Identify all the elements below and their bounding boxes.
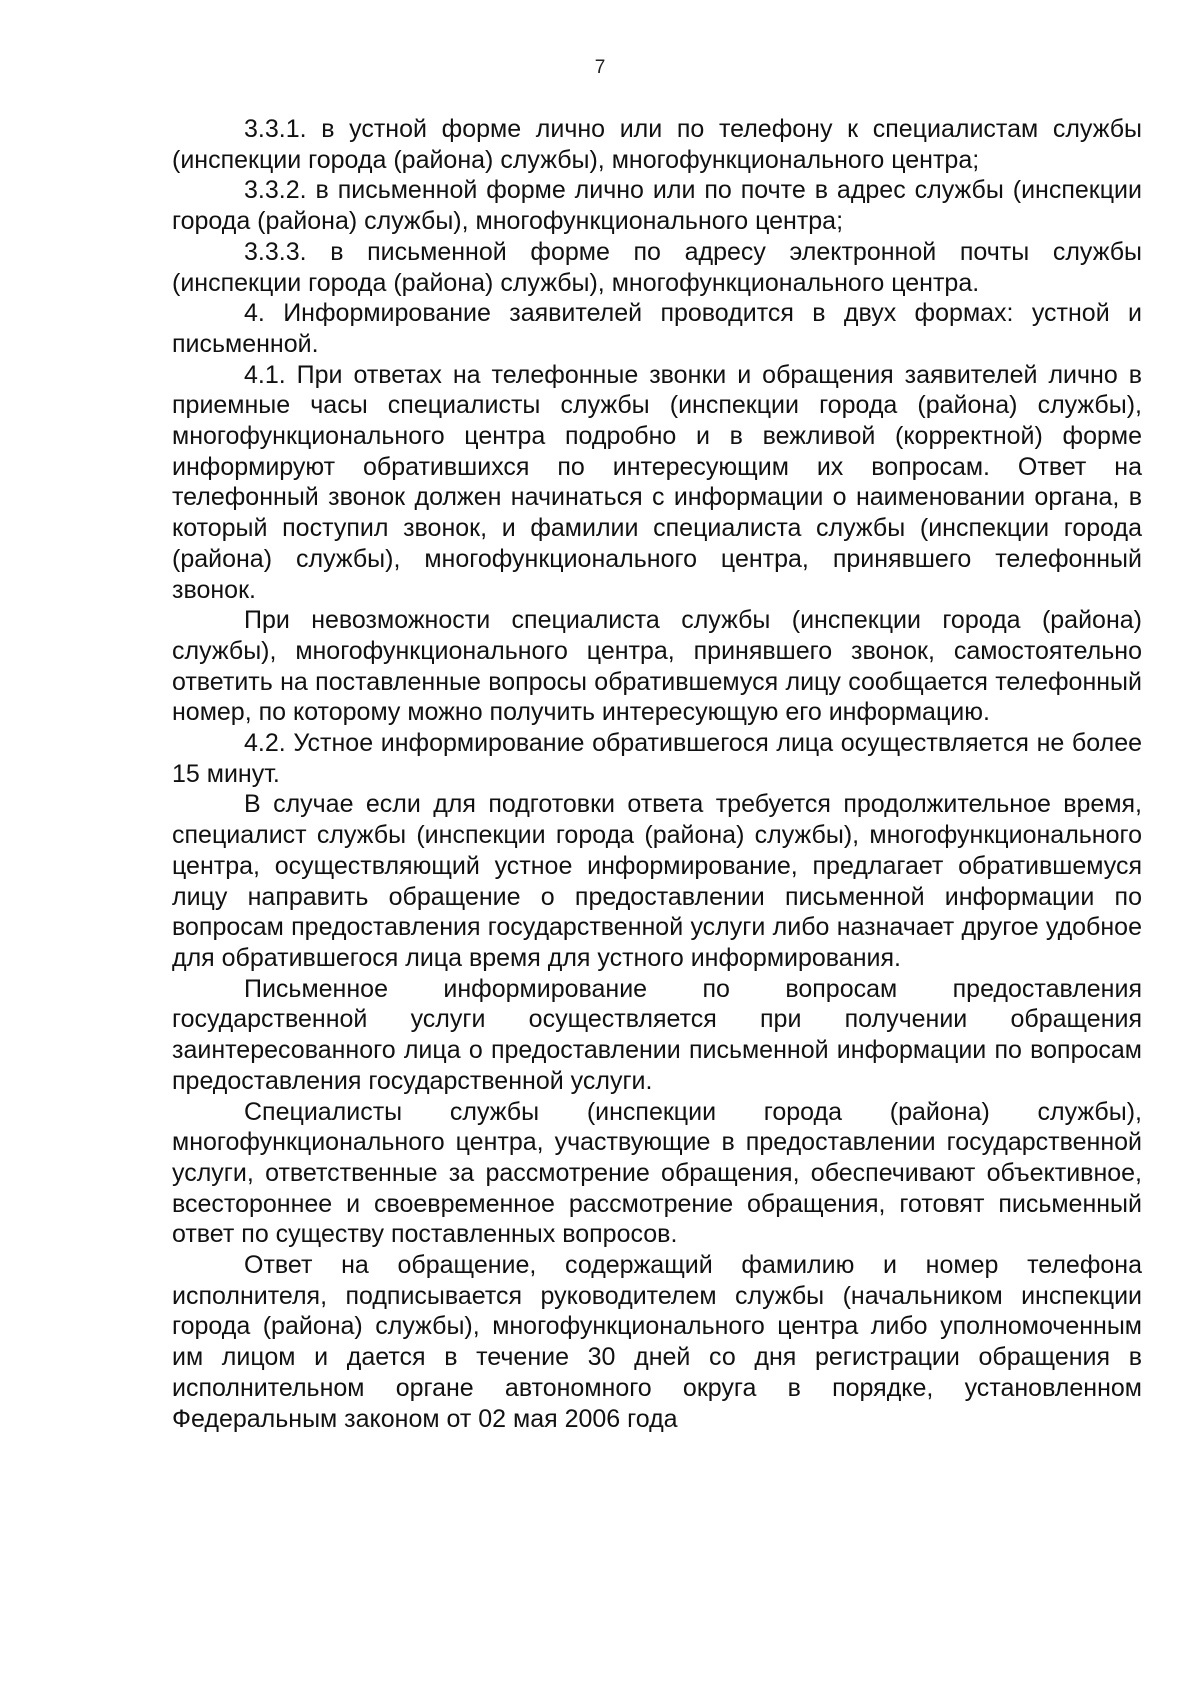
paragraph-4: 4. Информирование заявителей проводится в двух формах: устной и письменной. (172, 299, 1142, 358)
paragraph-4-1: 4.1. При ответах на телефонные звонки и обращения заявителей лично в приемные часы специалисты службы (инспекции города (района) службы), многофункционального центра подробно и в вежливой (корректной) форме информируют обратившихся по интересующим их вопросам. Ответ на телефонный звонок должен начинаться с информации о наименовании органа, в который поступил звонок, и фамилии специалиста службы (инспекции города (района) службы), многофункционального центра, принявшего телефонный звонок. (172, 360, 1142, 604)
paragraph-3-3-3: 3.3.3. в письменной форме по адресу электронной почты службы (инспекции города (района) службы), многофункционального центра. (172, 237, 1142, 297)
paragraph-4-2: 4.2. Устное информирование обратившегося лица осуществляется не более 15 минут. (172, 729, 1142, 788)
paragraph-written-informing: Письменное информирование по вопросам предоставления государственной услуги осуществляется при получении обращения заинтересованного лица о предоставлении письменной информации по вопросам предоставления государственной услуги. (172, 974, 1142, 1095)
paragraph-4-2-continued: В случае если для подготовки ответа требуется продолжительное время, специалист службы (инспекции города (района) службы), многофункционального центра, осуществляющий устное информирование, предлагает обратившемуся лицу направить обращение о предоставлении письменной информации по вопросам предоставления государственной услуги либо назначает другое удобное для обратившегося лица время для устного информирования. (172, 790, 1142, 972)
paragraph-3-3-2: 3.3.2. в письменной форме лично или по почте в адрес службы (инспекции города (района) службы), многофункционального центра; (172, 176, 1142, 236)
paragraph-response: Ответ на обращение, содержащий фамилию и номер телефона исполнителя, подписывается руководителем службы (начальником инспекции города (района) службы), многофункционального центра либо уполномоченным им лицом и дается в течение 30 дней со дня регистрации обращения в исполнительном органе автономного округа в порядке, установленном Федеральным законом от 02 мая 2006 года (172, 1251, 1142, 1433)
paragraph-3-3-1: 3.3.1. в устной форме лично или по телефону к специалистам службы (инспекции города (района) службы), многофункционального центра; (172, 115, 1142, 174)
document-body (172, 114, 1142, 1434)
paragraph-specialists: Специалисты службы (инспекции города (района) службы), многофункционального центра, участвующие в предоставлении государственной услуги, ответственные за рассмотрение обращения, обеспечивают объективное, всестороннее и своевременное рассмотрение обращения, готовят письменный ответ по существу поставленных вопросов. (172, 1097, 1142, 1249)
page-number: 7 (594, 57, 606, 78)
paragraph-4-1-continued: При невозможности специалиста службы (инспекции города (района) службы), многофункционального центра, принявшего звонок, самостоятельно ответить на поставленные вопросы обратившемуся лицу сообщается телефонный номер, по которому можно получить интересующую его информацию. (172, 606, 1142, 727)
